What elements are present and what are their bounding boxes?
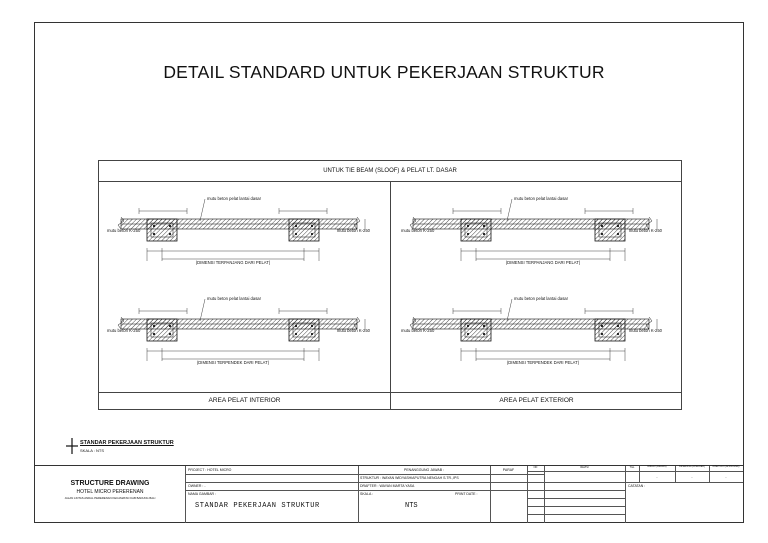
tb-line: [358, 474, 545, 475]
drawing-name: STANDAR PEKERJAAN STRUKTUR: [195, 502, 320, 510]
scale-value: NTS: [405, 502, 418, 510]
address: JALAN LINTAS ANDAL PERERENAN KECAMATAN KAB BADUNG BALI: [64, 496, 156, 500]
section-drawing: [399, 189, 674, 281]
leader-line: [200, 299, 205, 321]
rebar-dot: [153, 225, 155, 227]
owner-field: OWNER : -: [188, 484, 206, 488]
rebar-dot: [601, 333, 603, 335]
tie-beam-section: [289, 219, 319, 241]
detail-interior-short: [107, 289, 382, 381]
rebar-dot: [311, 333, 313, 335]
right-note: mutu beton K-250: [336, 328, 370, 333]
top-note: mutu beton pelat lantai dasar: [514, 296, 569, 301]
rebar-dot: [169, 325, 171, 327]
right-note: mutu beton K-250: [628, 228, 662, 233]
responsible-label: PENANGGUNG JAWAB :: [404, 468, 444, 472]
rebar-dot: [483, 225, 485, 227]
detail-interior-long: [107, 189, 382, 279]
rebar-dot: [601, 225, 603, 227]
tb-line: [527, 482, 743, 483]
rebar-dot: [153, 233, 155, 235]
tb-line: [185, 474, 358, 475]
rebar-dot: [295, 225, 297, 227]
right-note: mutu beton K-250: [628, 328, 662, 333]
paraf-label: PARAF: [502, 468, 515, 472]
rebar-dot: [295, 333, 297, 335]
rebar-dot: [169, 225, 171, 227]
title-block: [35, 465, 743, 522]
tie-beam-section: [461, 219, 491, 241]
top-note: mutu beton pelat lantai dasar: [207, 196, 262, 201]
rebar-dot: [467, 333, 469, 335]
struktur-field: STRUKTUR : WAYAN WIDYASHIAPUTRA NENGAH S.TR.,IPS: [360, 476, 459, 480]
rebar-dot: [467, 325, 469, 327]
detail-panel: [98, 160, 682, 410]
tie-beam-section: [595, 219, 625, 241]
rev-no-header: NO: [533, 466, 538, 469]
print-date-label: PRINT DATE :: [455, 492, 478, 496]
area-label-exterior: AREA PELAT EXTERIOR: [499, 397, 574, 404]
rebar-dot: [601, 325, 603, 327]
detail-exterior-short: [399, 289, 674, 381]
leader-line: [507, 299, 512, 321]
rebar-dot: [169, 333, 171, 335]
rebar-dot: [169, 233, 171, 235]
rebar-dot: [295, 325, 297, 327]
rebar-dot: [483, 233, 485, 235]
tb-line: [358, 482, 545, 483]
rev-header: REVISI: [580, 466, 589, 469]
tie-beam-section: [595, 319, 625, 341]
rebar-dot: [467, 225, 469, 227]
rebar-dot: [617, 325, 619, 327]
project-field: PROJECT : HOTEL MICRO: [188, 468, 232, 472]
rev-date-header: TGL: [629, 466, 635, 469]
left-note: mutu beton K-250: [107, 228, 141, 233]
approved-header: DISETUJUI (APPROVED): [712, 466, 740, 468]
company-title: STRUCTURE DRAWING: [70, 480, 150, 487]
tb-divider: [639, 466, 640, 482]
catatan-label: CATATAN :: [628, 484, 646, 488]
section-drawing: [107, 189, 382, 281]
tb-line: [527, 490, 626, 491]
drawing-name-label: NAMA GAMBAR :: [188, 492, 217, 496]
leader-line: [507, 199, 512, 221]
top-note: mutu beton pelat lantai dasar: [207, 296, 262, 301]
checked-header: DIPERIKSA (CHECKED): [679, 466, 705, 468]
right-note: mutu beton K-250: [336, 228, 370, 233]
tie-beam-section: [461, 319, 491, 341]
tb-divider: [709, 466, 710, 482]
dimension-note: (DIMENSI TERPANJANG DARI PELAT): [505, 260, 581, 265]
dimension-note: (DIMENSI TERPANJANG DARI PELAT): [195, 260, 271, 265]
tie-beam-section: [147, 319, 177, 341]
rebar-dot: [153, 325, 155, 327]
rebar-dot: [601, 233, 603, 235]
tb-divider: [675, 466, 676, 482]
drafter-field: DRAFTER : WAYAN MARTA YASA: [360, 484, 415, 488]
scale-label: SKALA :: [360, 492, 374, 496]
tie-beam-section: [147, 219, 177, 241]
drawn-header: DIBUAT (DRAWN): [647, 466, 667, 468]
tb-line: [527, 498, 626, 499]
top-note: mutu beton pelat lantai dasar: [514, 196, 569, 201]
tb-line: [185, 490, 358, 491]
tie-beam-section: [289, 319, 319, 341]
drawn-value: -: [656, 475, 658, 479]
rebar-dot: [483, 333, 485, 335]
left-note: mutu beton K-250: [401, 228, 435, 233]
rebar-dot: [467, 233, 469, 235]
section-marker-icon: [66, 438, 78, 454]
detail-exterior-long: [399, 189, 674, 279]
checked-value: -: [691, 475, 693, 479]
tb-line: [527, 514, 626, 515]
tb-line: [185, 482, 358, 483]
rebar-dot: [617, 333, 619, 335]
approved-value: -: [725, 475, 727, 479]
left-note: mutu beton K-250: [107, 328, 141, 333]
tb-line: [358, 490, 545, 491]
standard-label-title: STANDAR PEKERJAAN STRUKTUR: [80, 440, 174, 446]
section-drawing: [399, 289, 674, 381]
rebar-dot: [295, 233, 297, 235]
rebar-dot: [311, 225, 313, 227]
hotel-name: HOTEL MICRO PERERENAN: [76, 489, 144, 495]
section-drawing: [107, 289, 382, 381]
rebar-dot: [311, 233, 313, 235]
dimension-note: (DIMENSI TERPENDEK DARI PELAT): [196, 360, 270, 365]
rebar-dot: [311, 325, 313, 327]
tb-line: [527, 471, 743, 472]
rebar-dot: [483, 325, 485, 327]
left-note: mutu beton K-250: [401, 328, 435, 333]
rebar-dot: [617, 225, 619, 227]
rebar-dot: [617, 233, 619, 235]
rebar-dot: [153, 333, 155, 335]
drawing-title: DETAIL STANDARD UNTUK PEKERJAAN STRUKTUR: [163, 62, 605, 82]
leader-line: [200, 199, 205, 221]
panel-divider: [390, 181, 391, 410]
panel-header: UNTUK TIE BEAM (SLOOF) & PELAT LT. DASAR: [99, 161, 681, 182]
dimension-note: (DIMENSI TERPENDEK DARI PELAT): [506, 360, 580, 365]
area-label-interior: AREA PELAT INTERIOR: [208, 397, 281, 404]
standard-label-scale: SKALA : NTS: [80, 448, 105, 453]
tb-line: [527, 506, 626, 507]
